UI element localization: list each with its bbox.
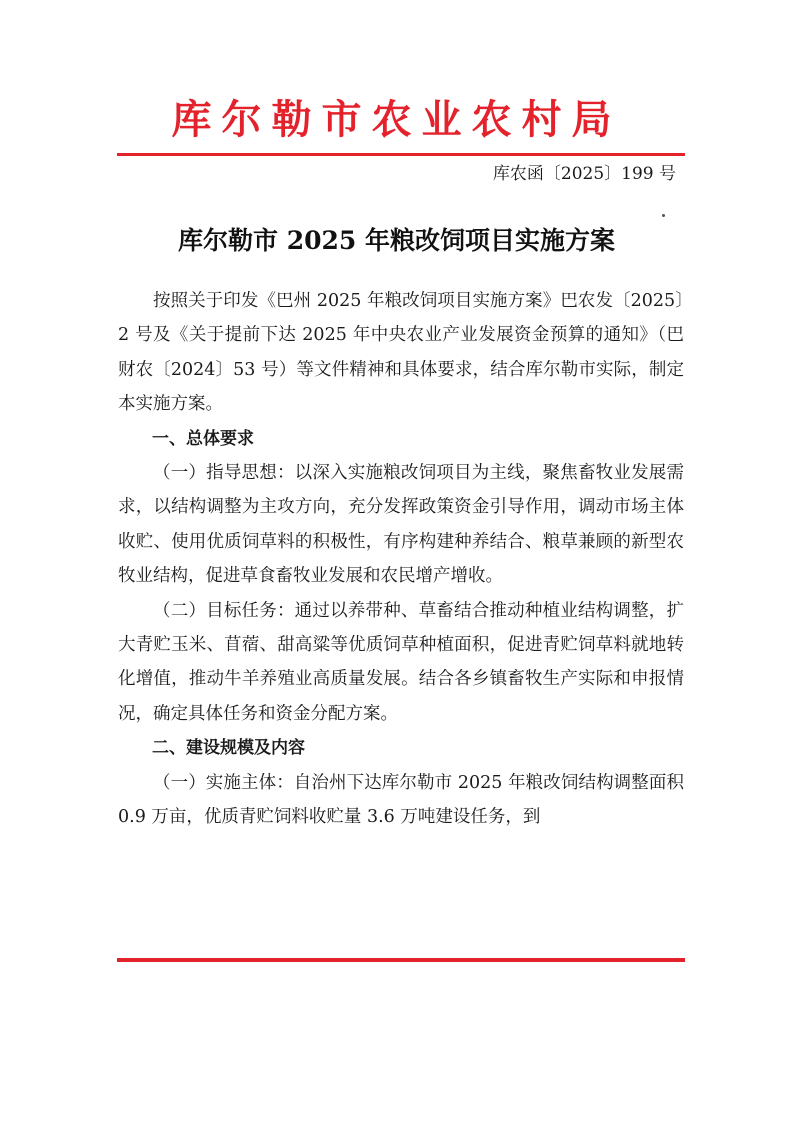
section2-paragraph-1: （一）实施主体：自治州下达库尔勒市 2025 年粮改饲结构调整面积 0.9 万亩，优质青贮饲料收贮量 3.6 万吨建设任务，到	[118, 772, 684, 828]
intro-paragraph: 按照关于印发《巴州 2025 年粮改饲项目实施方案》巴农发〔2025〕2 号及《关于提前下达 2025 年中央农业产业发展资金预算的通知》（巴财农〔2024〕53 号）等文件精神和具体要求，结合库尔勒市实际，制定本实施方案。	[118, 291, 684, 415]
document-title: 库尔勒市 2025 年粮改饲项目实施方案	[178, 226, 615, 255]
document-body	[118, 284, 684, 835]
header-red-rule	[117, 153, 685, 156]
section1-paragraph-1: （一）指导思想：以深入实施粮改饲项目为主线，聚焦畜牧业发展需求，以结构调整为主攻方向，充分发挥政策资金引导作用，调动市场主体收贮、使用优质饲草料的积极性，有序构建种养结合、粮草兼顾的新型农牧业结构，促进草食畜牧业发展和农民增产增收。	[118, 463, 684, 587]
section2-heading: 二、建设规模及内容	[152, 738, 305, 759]
section1-paragraph-2: （二）目标任务：通过以养带种、草畜结合推动种植业结构调整，扩大青贮玉米、苜蓿、甜高粱等优质饲草种植面积，促进青贮饲草料就地转化增值，推动牛羊养殖业高质量发展。结合各乡镇畜牧生产实际和申报情况，确定具体任务和资金分配方案。	[118, 600, 684, 724]
document-number: 库农函〔2025〕199 号	[492, 164, 676, 184]
footer-red-rule	[117, 958, 685, 962]
scan-speck	[662, 214, 665, 217]
section1-heading: 一、总体要求	[152, 428, 254, 449]
org-header-title: 库尔勒市农业农村局	[171, 96, 622, 143]
